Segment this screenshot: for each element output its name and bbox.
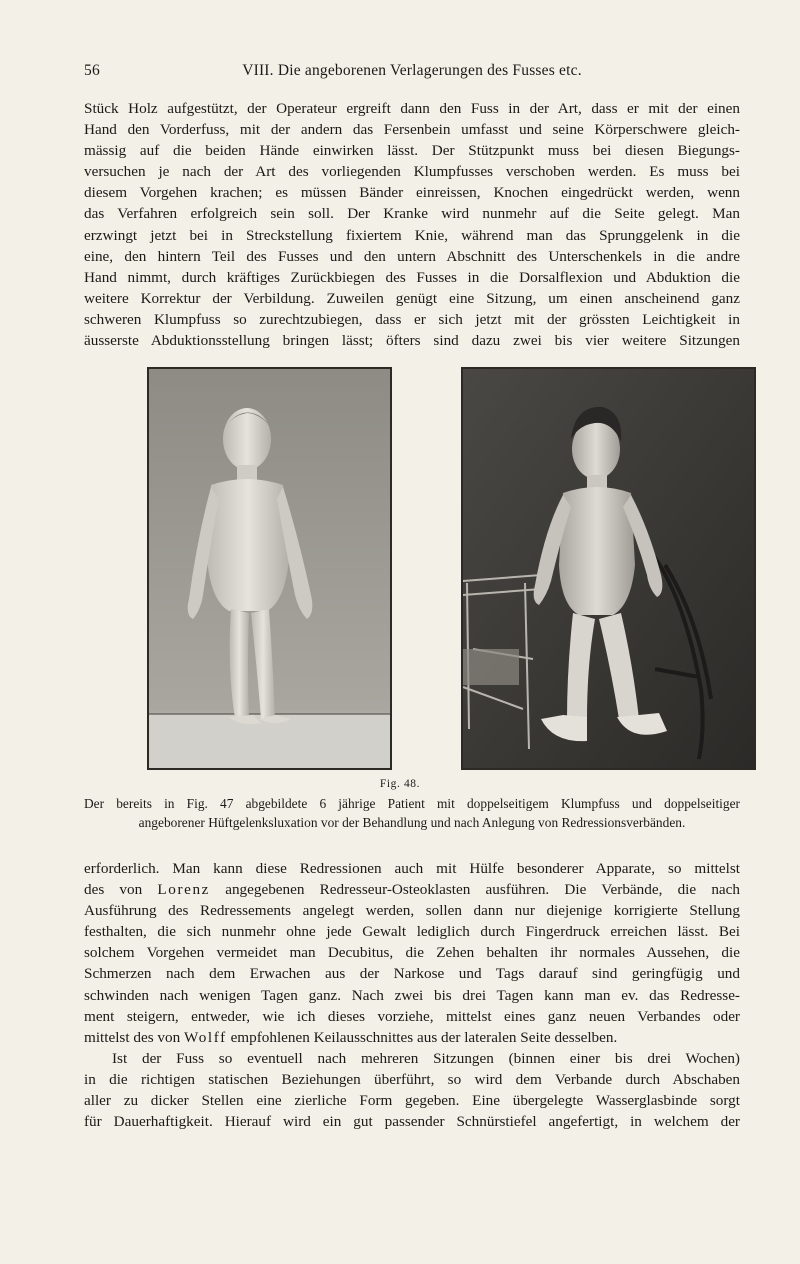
- text-line: Hand nimmt, durch kräftiges Zurückbiegen des Fusses in die Dorsalflexion und Abduktion die: [84, 268, 740, 286]
- photo-before-treatment-image: [149, 369, 390, 768]
- photo-after-treatment-image: [463, 369, 754, 768]
- text-line: schweren Klumpfuss so zurechtzubiegen, dass er sich jetzt mit der grössten Leichtigkeit in: [84, 310, 740, 328]
- text-line: Ist der Fuss so eventuell nach mehreren Sitzungen (binnen einer bis drei Wochen): [112, 1049, 740, 1067]
- text-line: [84, 1027, 740, 1048]
- text-line: ment steigern, entweder, wie ich dieses vorziehe, mittelst eines ganz neuen Verbandes oder: [84, 1007, 740, 1025]
- text-fragment: angegebenen Redresseur-Osteoklasten ausführen. Die Verbände, die nach: [210, 881, 740, 899]
- page-number: 56: [84, 62, 100, 79]
- figure-caption: [84, 795, 740, 832]
- text-line: für Dauerhaftigkeit. Hierauf wird ein gut passender Schnürstiefel angefertigt, in welchem der: [84, 1113, 740, 1131]
- author-name-wolff: Wolff: [183, 1028, 227, 1046]
- caption-line: Der bereits in Fig. 47 abgebildete 6 jährige Patient mit doppelseitigem Klumpfuss und doppelseitiger: [84, 796, 740, 811]
- text-line: erforderlich. Man kann diese Redressionen auch mit Hülfe besonderer Apparate, so mittelst: [84, 860, 740, 877]
- text-line: eine, den hintern Teil des Fusses und den untern Abschnitt des Unterschenkels in die andre: [84, 247, 740, 265]
- running-title: VIII. Die angeborenen Verlagerungen des Fusses etc.: [242, 62, 582, 79]
- text-fragment: mittelst des von: [84, 1028, 184, 1046]
- figure-label: Fig. 48.: [379, 778, 421, 790]
- text-line: das Verfahren erfolgreich sein soll. Der Kranke wird nunmehr auf die Seite gelegt. Man: [84, 205, 740, 223]
- text-line: solchem Vorgehen vermeidet man Decubitus, die Zehen behalten ihr normales Aussehen, die: [84, 944, 740, 962]
- text-line: Schmerzen nach dem Erwachen aus der Narkose und Tags darauf sind geringfügig und: [84, 965, 740, 983]
- text-line: aller zu dicker Stellen eine zierliche Form gegeben. Eine übergelegte Wasserglasbinde sorgt: [84, 1092, 740, 1110]
- text-fragment: empfohlenen Keilausschnittes aus der lateralen Seite desselben.: [226, 1028, 618, 1046]
- text-line: schwinden nach wenigen Tagen ganz. Nach zwei bis drei Tagen kann man ev. das Redresse-: [84, 986, 740, 1004]
- text-line: festhalten, die sich nunmehr ohne jede Gewalt lediglich durch Fingerdruck erreichen lässt. Bei: [84, 923, 740, 941]
- text-line: äusserste Abduktionsstellung bringen lässt; öfters sind dazu zwei bis vier weitere Sitzungen: [84, 332, 740, 350]
- paragraph-top: [84, 98, 740, 351]
- text-line: [84, 879, 740, 900]
- text-line: diesem Vorgehen krachen; es müssen Bänder einreissen, Knochen eingedrückt werden, wenn: [84, 184, 740, 202]
- photo-after-treatment: [461, 367, 756, 770]
- author-name-lorenz: Lorenz: [157, 881, 211, 899]
- photo-before-treatment: [147, 367, 392, 770]
- text-line: mässig auf die beiden Hände einwirken lässt. Der Stützpunkt muss bei diesen Biegungs-: [84, 142, 740, 160]
- caption-line: angeborener Hüftgelenksluxation vor der Behandlung und nach Anlegung von Redressionsverbänden.: [138, 814, 686, 830]
- text-line: Hand den Vorderfuss, mit der andern das Fersenbein umfasst und seine Körperschwere gleich-: [84, 121, 740, 139]
- running-head: [84, 62, 740, 84]
- text-line: Ausführung des Redressements angelegt werden, sollen dann nur diejenige korrigierte Stellung: [84, 902, 740, 920]
- text-line: weitere Korrektur der Verbildung. Zuweilen genügt eine Sitzung, um einen anscheinend ganz: [84, 289, 740, 307]
- paragraph-bottom: [84, 858, 740, 1132]
- text-line: erzwingt jetzt bei in Streckstellung fixiertem Knie, während man das Sprunggelenk in die: [84, 226, 740, 244]
- text-line: Stück Holz aufgestützt, der Operateur ergreift dann den Fuss in der Art, dass er mit der einen: [84, 100, 740, 117]
- text-fragment: des von: [84, 881, 158, 899]
- text-line: versuchen je nach der Art des vorliegenden Klumpfusses verschoben werden. Es muss bei: [84, 163, 740, 181]
- text-line: in die richtigen statischen Beziehungen überführt, so wird dem Verbande durch Abschaben: [84, 1070, 740, 1088]
